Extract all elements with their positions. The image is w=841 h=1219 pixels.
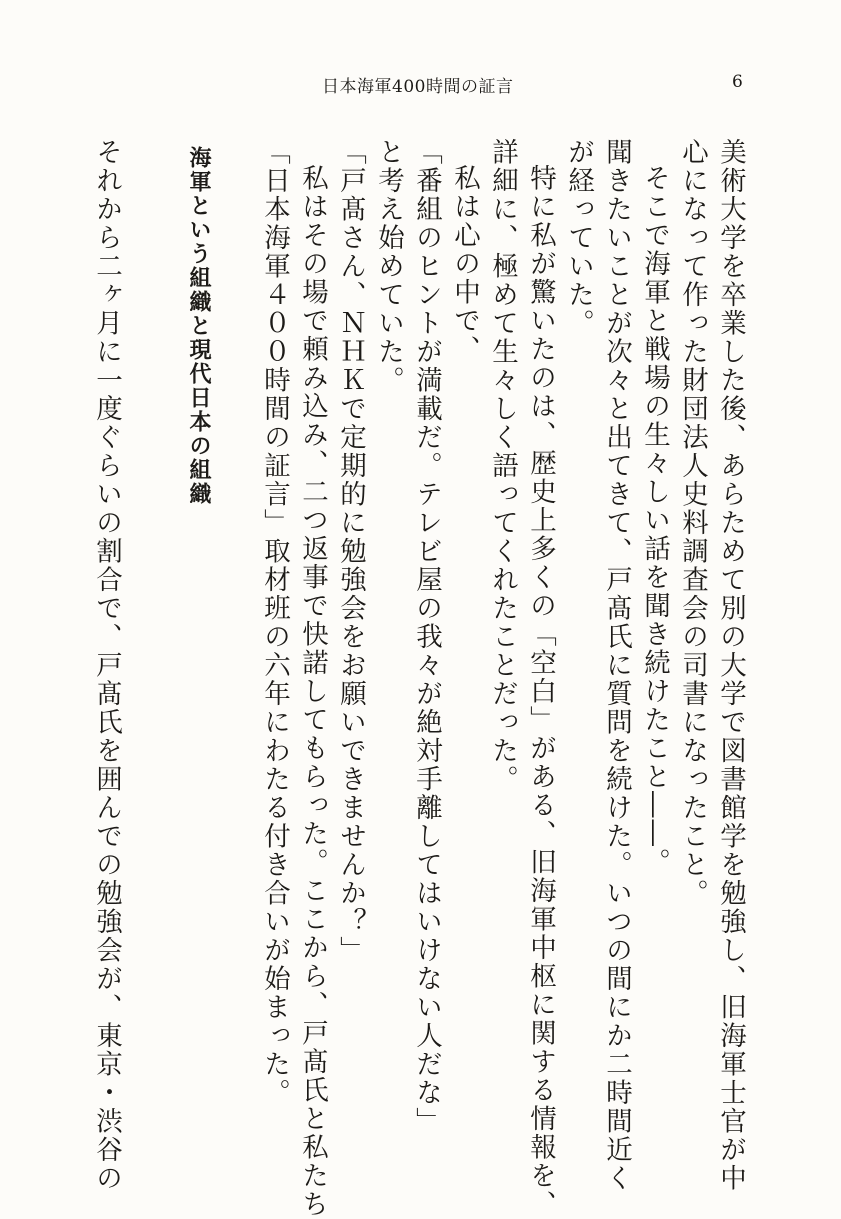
text-column: 美術大学を卒業した後、あらためて別の大学で図書館学を勉強し、旧海軍士官が中: [715, 138, 746, 1193]
text-column: そこで海軍と戦場の生々しい話を聞き続けたこと――。: [639, 164, 670, 877]
vertical-text-body: [88, 138, 758, 1219]
page-number: 6: [732, 72, 743, 92]
text-column: 「番組のヒントが満載だ。テレビ屋の我々が絶対手離してはいけない人だな」: [411, 138, 442, 1136]
section-heading: 海軍という組織と現代日本の組織: [186, 146, 211, 506]
text-column: 「戸髙さん、ＮＨＫで定期的に勉強会をお願いできませんか？」: [335, 138, 366, 965]
text-column: 私は心の中で、: [449, 164, 480, 364]
text-column: それから二ヶ月に一度ぐらいの割合で、戸髙氏を囲んでの勉強会が、東京・渋谷の: [91, 138, 122, 1193]
text-column: 特に私が驚いたのは、歴史上多くの「空白」がある、旧海軍中枢に関する情報を、: [525, 164, 556, 1219]
text-column: と考え始めていた。: [373, 138, 404, 395]
page-header: [0, 72, 841, 100]
text-column-blank: [142, 138, 178, 1138]
text-column: 心になって作った財団法人史料調査会の司書になったこと。: [677, 138, 708, 908]
text-column: 私はその場で頼み込み、二つ返事で快諾してもらった。ここから、戸髙氏と私たち: [297, 164, 328, 1219]
running-title: 日本海軍400時間の証言: [322, 77, 514, 97]
text-column: 「日本海軍４００時間の証言」取材班の六年にわたる付き合いが始まった。: [259, 138, 290, 1107]
text-column-blank: [218, 138, 254, 1138]
text-column: 詳細に、極めて生々しく語ってくれたことだった。: [487, 138, 518, 794]
text-column: 聞きたいことが次々と出てきて、戸髙氏に質問を続けた。いつの間にか二時間近く: [601, 138, 632, 1193]
text-column: が経っていた。: [563, 138, 594, 338]
